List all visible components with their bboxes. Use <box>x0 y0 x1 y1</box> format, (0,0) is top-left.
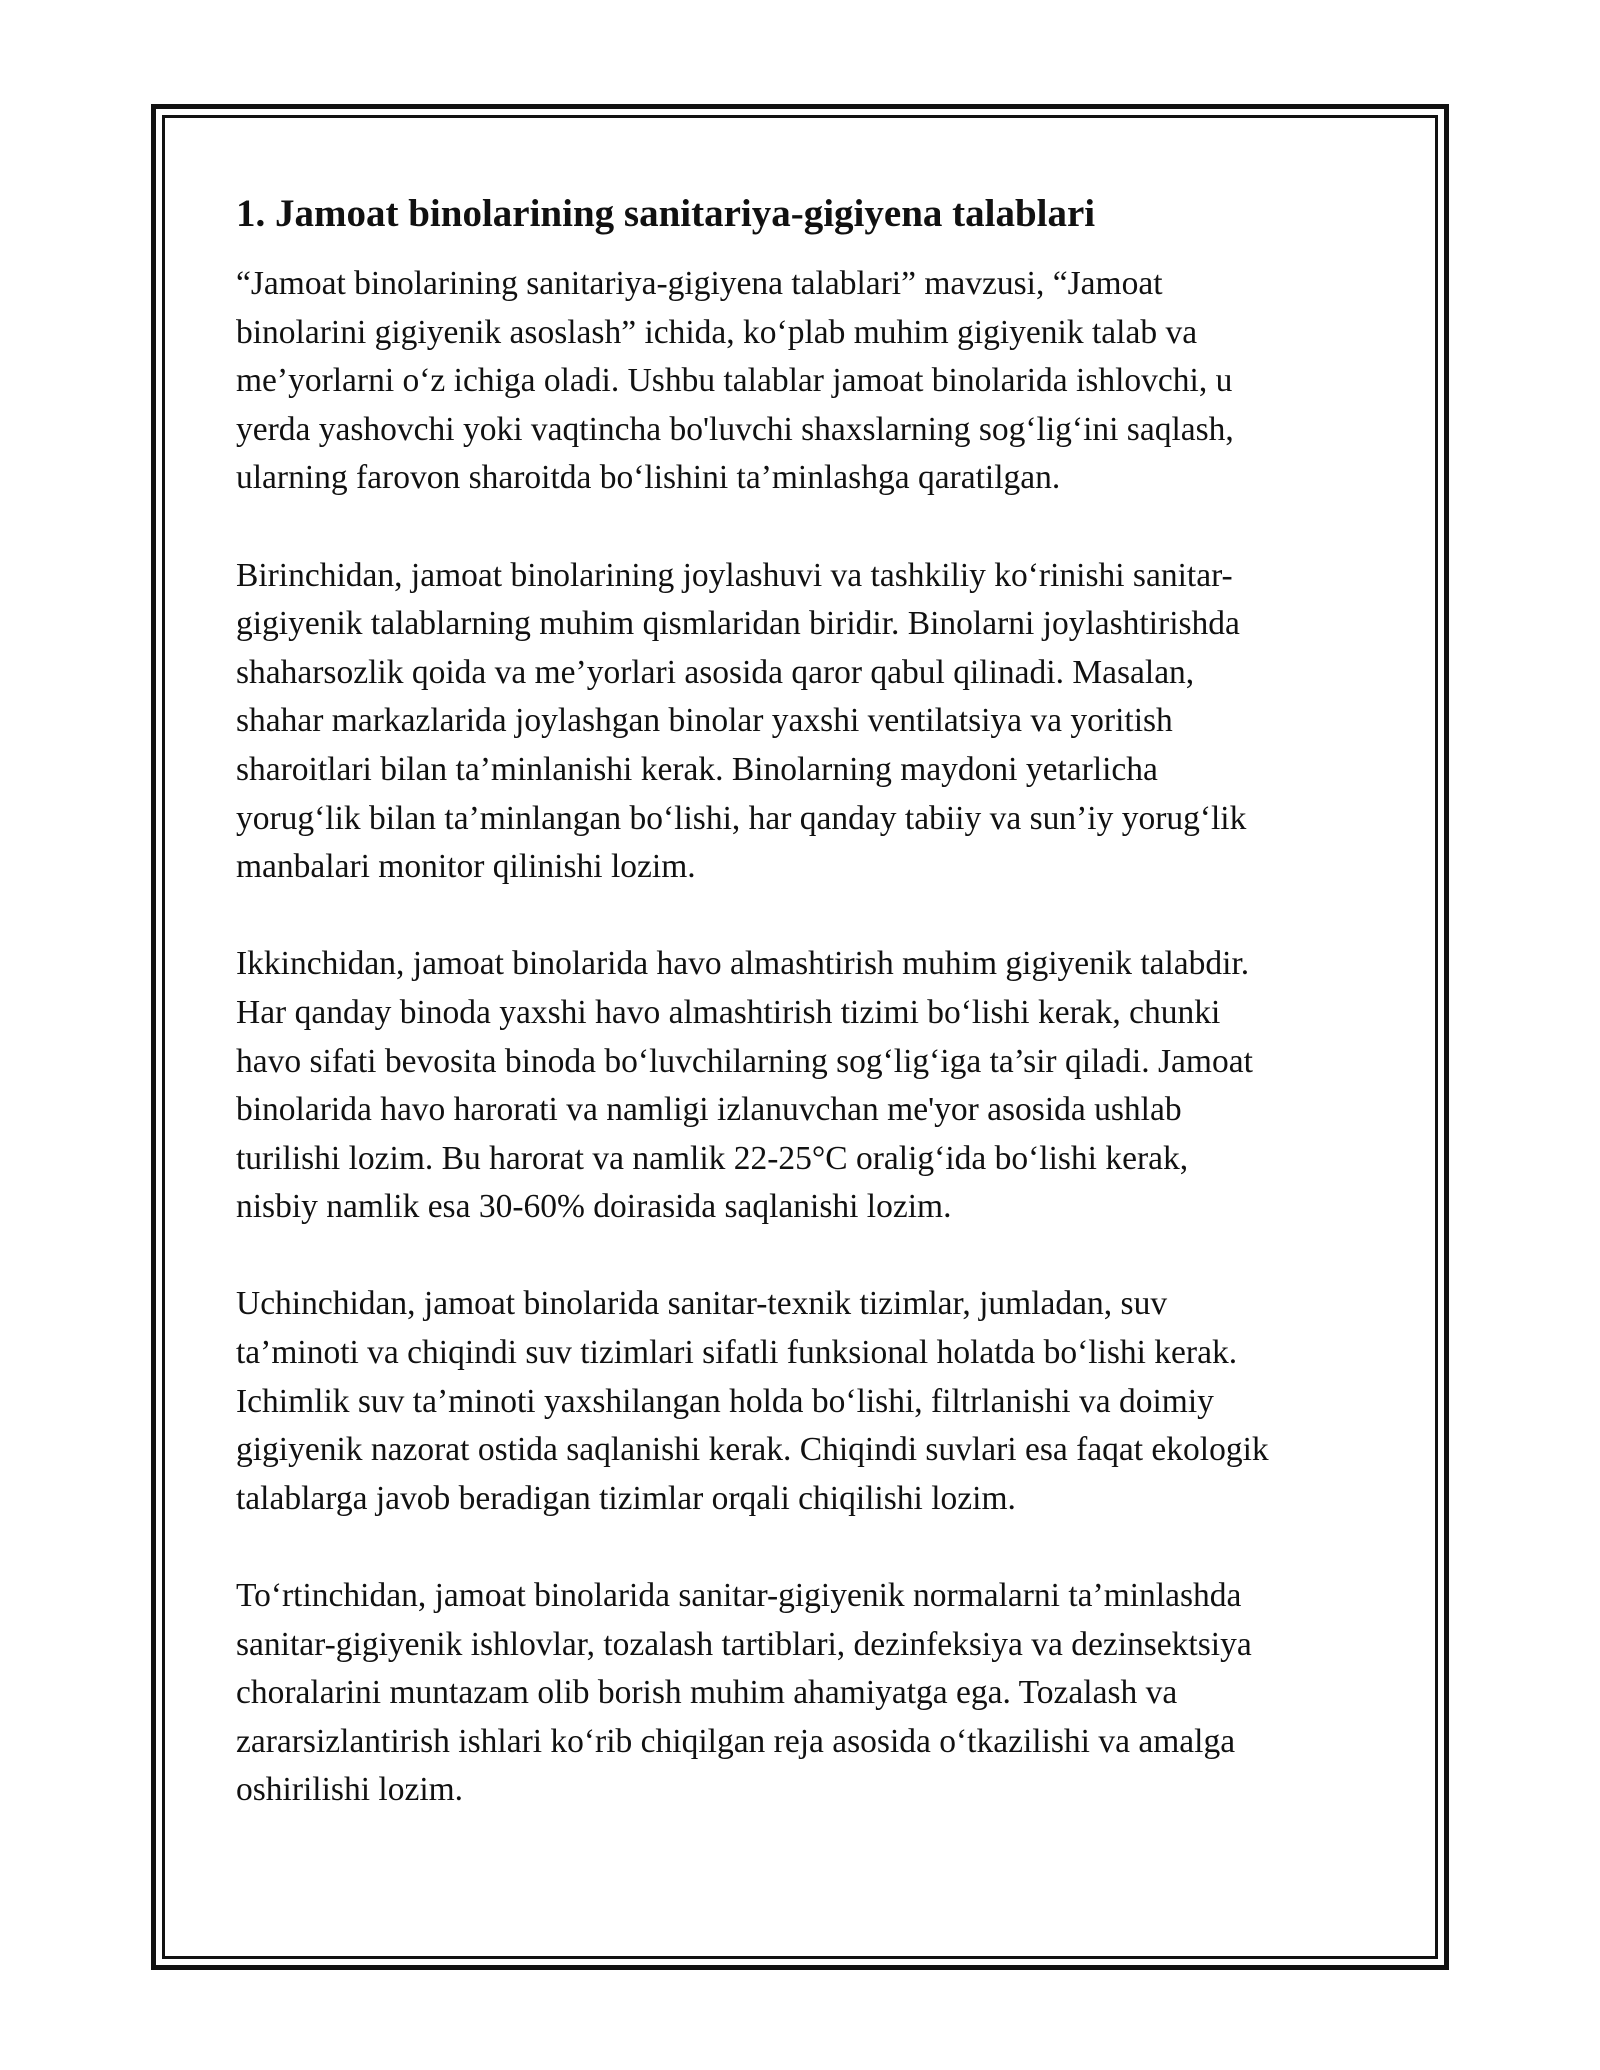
paragraph-line: Birinchidan, jamoat binolarining joylashuvi va tashkiliy ko‘rinishi sanitar- <box>236 556 1233 594</box>
paragraph-third <box>236 1280 1386 1523</box>
paragraph-line: “Jamoat binolarining sanitariya-gigiyena talablari” mavzusi, “Jamoat <box>236 265 1163 302</box>
paragraph-line: choralarini muntazam olib borish muhim ahamiyatga ega. Tozalash va <box>236 1674 1178 1712</box>
paragraph-line: sharoitlari bilan ta’minlanishi kerak. Binolarning maydoni yetarlicha <box>236 750 1158 788</box>
paragraph-line: talablarga javob beradigan tizimlar orqali chiqilishi lozim. <box>236 1479 1016 1517</box>
paragraph-line: binolarini gigiyenik asoslash” ichida, ko‘plab muhim gigiyenik talab va <box>236 313 1198 351</box>
paragraph-line: yorug‘lik bilan ta’minlangan bo‘lishi, har qanday tabiiy va sun’iy yorug‘lik <box>236 799 1247 837</box>
paragraph-line: shahar markazlarida joylashgan binolar yaxshi ventilatsiya va yoritish <box>236 702 1173 740</box>
paragraph-line: turilishi lozim. Bu harorat va namlik 22-25°C oralig‘ida bo‘lishi kerak, <box>236 1139 1189 1177</box>
paragraph-first <box>236 552 1386 892</box>
document-body <box>236 186 1386 1864</box>
paragraph-line: gigiyenik nazorat ostida saqlanishi kerak. Chiqindi suvlari esa faqat ekologik <box>236 1431 1269 1469</box>
paragraph-line: havo sifati bevosita binoda bo‘luvchilarning sog‘lig‘iga ta’sir qiladi. Jamoat <box>236 1042 1253 1080</box>
paragraph-line: nisbiy namlik esa 30-60% doirasida saqlanishi lozim. <box>236 1188 952 1226</box>
paragraph-line: Ikkinchidan, jamoat binolarida havo almashtirish muhim gigiyenik talabdir. <box>236 945 1250 983</box>
paragraph-line: To‘rtinchidan, jamoat binolarida sanitar-gigiyenik normalarni ta’minlashda <box>236 1577 1242 1615</box>
paragraph-line: oshirilishi lozim. <box>236 1771 464 1809</box>
paragraph-line: gigiyenik talablarning muhim qismlaridan biridir. Binolarni joylashtirishda <box>236 605 1240 643</box>
paragraph-line: Har qanday binoda yaxshi havo almashtirish tizimi bo‘lishi kerak, chunki <box>236 993 1221 1031</box>
paragraph-line: ta’minoti va chiqindi suv tizimlari sifatli funksional holatda bo‘lishi kerak. <box>236 1334 1238 1372</box>
paragraph-line: Uchinchidan, jamoat binolarida sanitar-texnik tizimlar, jumladan, suv <box>236 1285 1168 1323</box>
paragraph-second <box>236 940 1386 1232</box>
paragraph-line: sanitar-gigiyenik ishlovlar, tozalash tartiblari, dezinfeksiya va dezinsektsiya <box>236 1625 1252 1663</box>
paragraph-fourth <box>236 1572 1386 1815</box>
document-title: 1. Jamoat binolarining sanitariya-gigiyena talablari <box>236 192 1096 235</box>
paragraph-line: binolarida havo harorati va namligi izlanuvchan me'yor asosida ushlab <box>236 1091 1182 1129</box>
paragraph-line: shaharsozlik qoida va me’yorlari asosida qaror qabul qilinadi. Masalan, <box>236 653 1195 691</box>
paragraph-line: Ichimlik suv ta’minoti yaxshilangan holda bo‘lishi, filtrlanishi va doimiy <box>236 1382 1214 1420</box>
paragraph-line: yerda yashovchi yoki vaqtincha bo'luvchi shaxslarning sog‘lig‘ini saqlash, <box>236 410 1234 448</box>
paragraph-line: me’yorlarni o‘z ichiga oladi. Ushbu talablar jamoat binolarida ishlovchi, u <box>236 362 1233 400</box>
paragraph-intro <box>236 260 1386 503</box>
paragraph-line: ularning farovon sharoitda bo‘lishini ta’minlashga qaratilgan. <box>236 459 1061 497</box>
paragraph-line: manbalari monitor qilinishi lozim. <box>236 848 696 886</box>
paragraph-line: zararsizlantirish ishlari ko‘rib chiqilgan reja asosida o‘tkazilishi va amalga <box>236 1722 1236 1760</box>
